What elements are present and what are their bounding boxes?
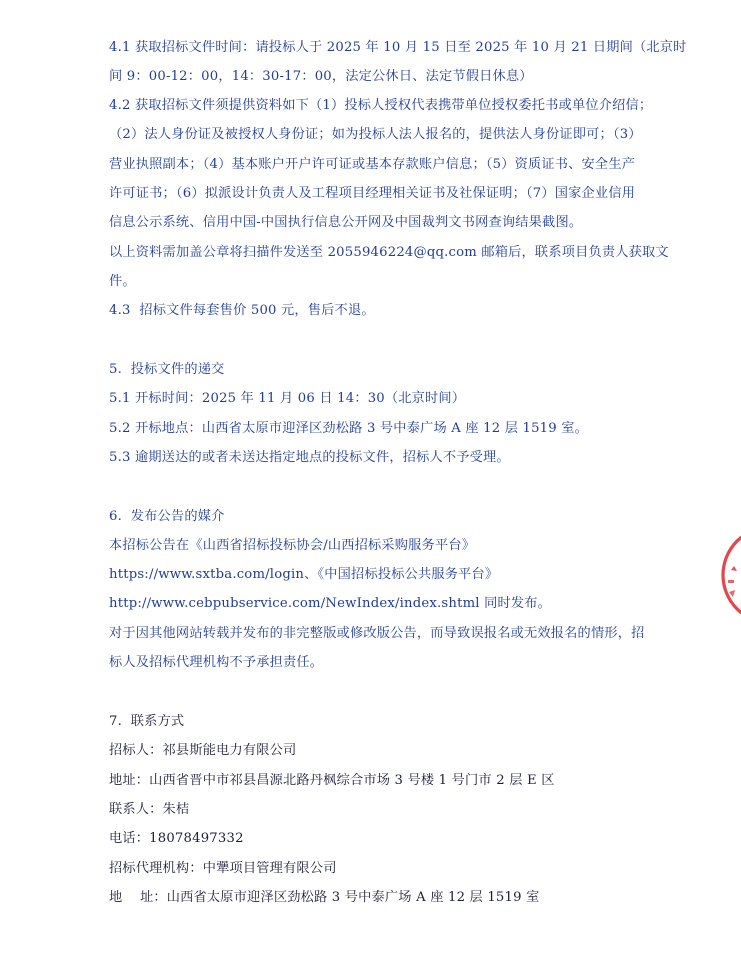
item-4-2-line-3: 营业执照副本；（4）基本账户开户许可证或基本存款账户信息；（5）资质证书、安全生产 — [109, 157, 636, 172]
item-4-2-line-4: 许可证书；（6）拟派设计负责人及工程项目经理相关证书及社保证明；（7）国家企业信用 — [109, 186, 636, 201]
item-5-3: 5.3 逾期送达的或者未送达指定地点的投标文件，招标人不予受理。 — [109, 450, 510, 465]
disclaimer-line-1: 对于因其他网站转载并发布的非完整版或修改版公告，而导致误报名或无效报名的情形，招 — [109, 626, 645, 641]
phone-line: 电话：18078497332 — [109, 831, 244, 846]
media-line-1: 本招标公告在《山西省招标投标协会/山西招标采购服务平台》 — [109, 538, 476, 553]
agency-line: 招标代理机构：中犟项目管理有限公司 — [109, 861, 337, 876]
media-line-2: https://www.sxtba.com/login、《中国招标投标公共服务平台》 — [109, 567, 499, 582]
item-4-1-line-1: 4.1 获取招标文件时间：请投标人于 2025 年 10 月 15 日至 2025 年 10 月 21 日期间（北京时 — [109, 40, 687, 55]
item-4-2-line-2: （2）法人身份证及被授权人身份证；如为投标人法人报名的，提供法人身份证即可；（3） — [109, 127, 642, 142]
item-4-2-line-5: 信息公示系统、信用中国-中国执行信息公开网及中国裁判文书网查询结果截图。 — [109, 215, 583, 230]
disclaimer-line-2: 标人及招标代理机构不予承担责任。 — [109, 655, 324, 670]
contact-person-line: 联系人：朱桔 — [109, 802, 190, 817]
item-4-1-line-2: 间 9：00-12：00，14：30-17：00，法定公休日、法定节假日休息） — [109, 69, 533, 84]
item-5-1: 5.1 开标时间：2025 年 11 月 06 日 14：30（北京时间） — [109, 391, 466, 406]
tenderer-address-line: 地址：山西省晋中市祁县昌源北路丹枫综合市场 3 号楼 1 号门市 2 层 E 区 — [109, 773, 555, 788]
media-line-3: http://www.cebpubservice.com/NewIndex/index.shtml 同时发布。 — [109, 596, 552, 611]
note-line-2: 件。 — [109, 274, 136, 289]
note-line-1: 以上资料需加盖公章将扫描件发送至 2055946224@qq.com 邮箱后，联系项目负责人获取文 — [109, 245, 669, 260]
tenderer-line: 招标人：祁县斯能电力有限公司 — [109, 743, 297, 758]
item-4-3: 4.3 招标文件每套售价 500 元，售后不退。 — [109, 303, 375, 318]
agency-address-line: 地 址：山西省太原市迎泽区劲松路 3 号中泰广场 A 座 12 层 1519 室 — [109, 890, 540, 905]
item-4-2-line-1: 4.2 获取招标文件须提供资料如下（1）投标人授权代表携带单位授权委托书或单位介绍信； — [109, 98, 653, 113]
red-seal-icon — [716, 520, 741, 630]
section-7-heading: 7. 联系方式 — [109, 714, 185, 729]
section-6-heading: 6. 发布公告的媒介 — [109, 509, 225, 524]
item-5-2: 5.2 开标地点：山西省太原市迎泽区劲松路 3 号中泰广场 A 座 12 层 1519 室。 — [109, 421, 589, 436]
section-5-heading: 5. 投标文件的递交 — [109, 362, 225, 377]
